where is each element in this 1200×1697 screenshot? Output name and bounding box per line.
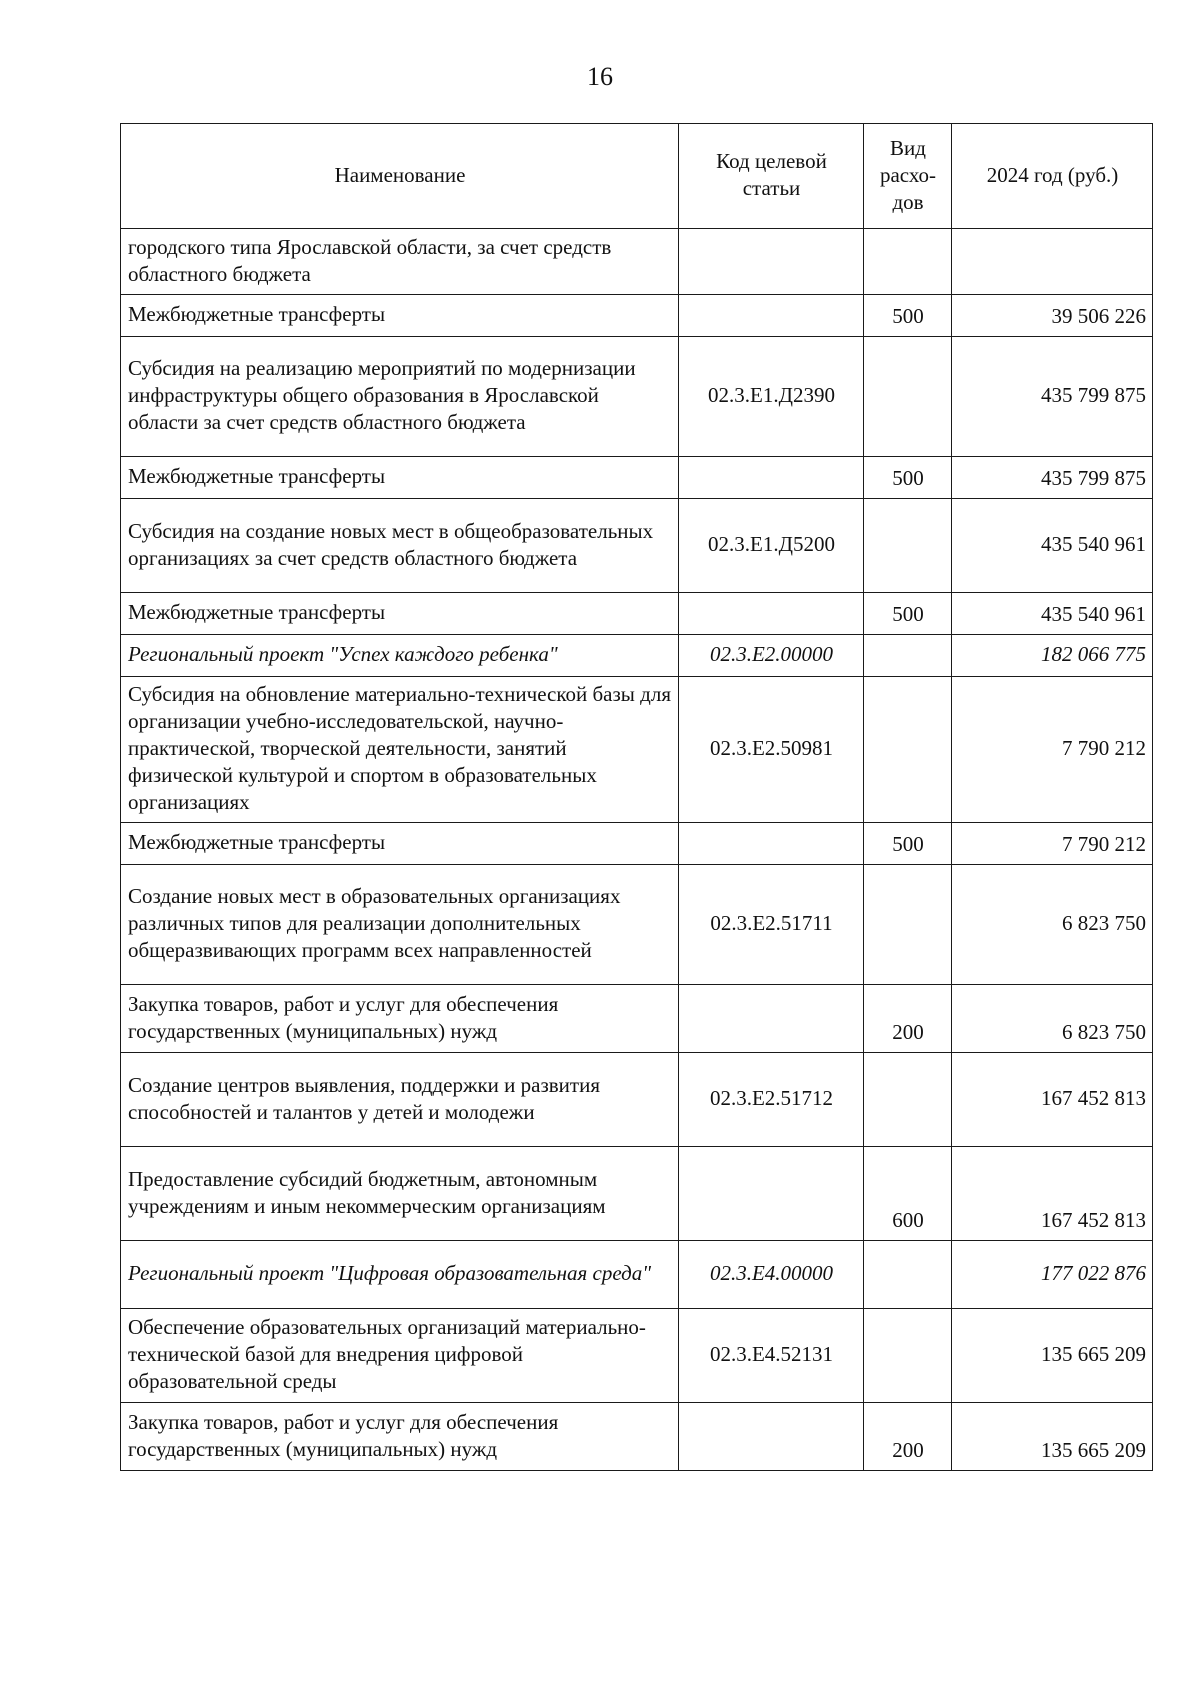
cell-code — [679, 1403, 864, 1471]
table-row — [121, 499, 1153, 593]
cell-amount: 7 790 212 — [952, 677, 1153, 823]
cell-amount: 435 540 961 — [952, 593, 1153, 635]
cell-amount: 135 665 209 — [952, 1403, 1153, 1471]
cell-name: Создание центров выявления, поддержки и развития способностей и талантов у детей и молодежи — [121, 1053, 679, 1147]
cell-name: Субсидия на обновление материально-технической базы для организации учебно-исследовательской, научно-практической, творческой деятельности, занятий физической культурой и спортом в образовательных организациях — [121, 677, 679, 823]
page-number: 16 — [587, 62, 613, 91]
table-row — [121, 985, 1153, 1053]
table-body — [121, 229, 1153, 1471]
cell-code: 02.3.E4.00000 — [679, 1241, 864, 1309]
cell-name: Региональный проект "Успех каждого ребенка" — [121, 635, 679, 677]
table-row — [121, 677, 1153, 823]
cell-code — [679, 229, 864, 295]
budget-table — [120, 123, 1153, 1471]
cell-name: Субсидия на создание новых мест в общеобразовательных организациях за счет средств областного бюджета — [121, 499, 679, 593]
cell-type: 500 — [864, 823, 952, 865]
cell-type — [864, 865, 952, 985]
cell-amount: 135 665 209 — [952, 1309, 1153, 1403]
table-row — [121, 1403, 1153, 1471]
table-header-row — [121, 124, 1153, 229]
header-code: Код целевой статьи — [679, 124, 864, 229]
cell-amount — [952, 229, 1153, 295]
table-row — [121, 1147, 1153, 1241]
cell-code — [679, 823, 864, 865]
cell-code: 02.3.E2.51712 — [679, 1053, 864, 1147]
cell-name: Обеспечение образовательных организаций материально-технической базой для внедрения цифровой образовательной среды — [121, 1309, 679, 1403]
cell-code — [679, 295, 864, 337]
cell-type — [864, 1309, 952, 1403]
cell-code: 02.3.E2.51711 — [679, 865, 864, 985]
cell-name: Закупка товаров, работ и услуг для обеспечения государственных (муниципальных) нужд — [121, 1403, 679, 1471]
cell-type: 500 — [864, 457, 952, 499]
cell-type — [864, 1053, 952, 1147]
table-row — [121, 1309, 1153, 1403]
cell-name: Закупка товаров, работ и услуг для обеспечения государственных (муниципальных) нужд — [121, 985, 679, 1053]
cell-type: 600 — [864, 1147, 952, 1241]
cell-name: городского типа Ярославской области, за счет средств областного бюджета — [121, 229, 679, 295]
header-amount: 2024 год (руб.) — [952, 124, 1153, 229]
cell-amount: 7 790 212 — [952, 823, 1153, 865]
cell-type — [864, 1241, 952, 1309]
cell-amount: 435 540 961 — [952, 499, 1153, 593]
cell-type: 500 — [864, 593, 952, 635]
cell-amount: 435 799 875 — [952, 457, 1153, 499]
table-row — [121, 1053, 1153, 1147]
table-row — [121, 295, 1153, 337]
cell-name: Межбюджетные трансферты — [121, 593, 679, 635]
cell-code — [679, 457, 864, 499]
cell-name: Межбюджетные трансферты — [121, 295, 679, 337]
header-name: Наименование — [121, 124, 679, 229]
cell-code — [679, 593, 864, 635]
cell-code: 02.3.E2.50981 — [679, 677, 864, 823]
table-row — [121, 229, 1153, 295]
cell-amount: 167 452 813 — [952, 1147, 1153, 1241]
cell-code: 02.3.E4.52131 — [679, 1309, 864, 1403]
cell-code — [679, 1147, 864, 1241]
cell-type: 200 — [864, 985, 952, 1053]
table-row — [121, 635, 1153, 677]
cell-type — [864, 635, 952, 677]
cell-amount: 39 506 226 — [952, 295, 1153, 337]
table-row — [121, 457, 1153, 499]
cell-amount: 6 823 750 — [952, 985, 1153, 1053]
cell-type: 500 — [864, 295, 952, 337]
cell-name: Создание новых мест в образовательных организациях различных типов для реализации дополнительных общеразвивающих программ всех направленностей — [121, 865, 679, 985]
cell-amount: 167 452 813 — [952, 1053, 1153, 1147]
header-type: Вид расхо-дов — [864, 124, 952, 229]
table-row — [121, 865, 1153, 985]
cell-code: 02.3.E1.Д2390 — [679, 337, 864, 457]
cell-amount: 6 823 750 — [952, 865, 1153, 985]
cell-name: Субсидия на реализацию мероприятий по модернизации инфраструктуры общего образования в Ярославской области за счет средств областного бюджета — [121, 337, 679, 457]
cell-amount: 435 799 875 — [952, 337, 1153, 457]
cell-name: Межбюджетные трансферты — [121, 457, 679, 499]
table-row — [121, 823, 1153, 865]
table-row — [121, 337, 1153, 457]
table-row — [121, 1241, 1153, 1309]
table-row — [121, 593, 1153, 635]
cell-name: Межбюджетные трансферты — [121, 823, 679, 865]
cell-amount: 182 066 775 — [952, 635, 1153, 677]
cell-type: 200 — [864, 1403, 952, 1471]
cell-amount: 177 022 876 — [952, 1241, 1153, 1309]
cell-type — [864, 499, 952, 593]
cell-code: 02.3.E1.Д5200 — [679, 499, 864, 593]
cell-type — [864, 677, 952, 823]
cell-name: Предоставление субсидий бюджетным, автономным учреждениям и иным некоммерческим организациям — [121, 1147, 679, 1241]
cell-type — [864, 337, 952, 457]
cell-code — [679, 985, 864, 1053]
cell-type — [864, 229, 952, 295]
cell-name: Региональный проект "Цифровая образовательная среда" — [121, 1241, 679, 1309]
cell-code: 02.3.E2.00000 — [679, 635, 864, 677]
